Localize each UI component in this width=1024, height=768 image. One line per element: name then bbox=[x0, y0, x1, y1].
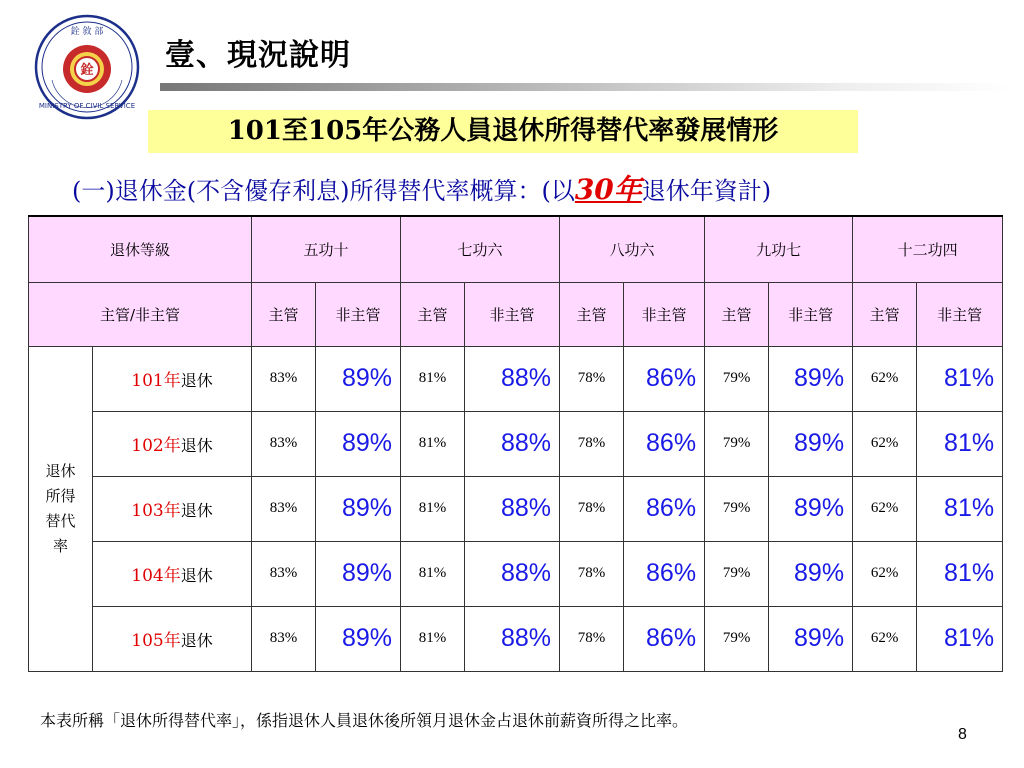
footnote: 本表所稱「退休所得替代率」，係指退休人員退休後所領月退休金占退休前薪資所得之比率。 bbox=[40, 711, 689, 730]
non-manager-rate-cell: 89% bbox=[769, 541, 853, 606]
non-manager-rate-cell: 88% bbox=[465, 541, 560, 606]
retirement-year: 102年 bbox=[131, 436, 181, 456]
title-divider bbox=[160, 83, 1015, 91]
non-manager-rate-cell: 88% bbox=[465, 606, 560, 671]
position-header: 非主管 bbox=[624, 282, 705, 346]
table-caption bbox=[72, 168, 771, 208]
position-header: 非主管 bbox=[917, 282, 1003, 346]
manager-rate-cell: 83% bbox=[252, 476, 316, 541]
manager-rate-cell: 83% bbox=[252, 606, 316, 671]
manager-rate-cell: 79% bbox=[705, 411, 769, 476]
table-row bbox=[29, 411, 1003, 476]
table-row bbox=[29, 606, 1003, 671]
row-group-label-line: 退休 bbox=[45, 461, 76, 480]
position-header: 主管 bbox=[252, 282, 316, 346]
caption-years: 30年 bbox=[574, 173, 642, 206]
manager-rate-cell: 81% bbox=[401, 476, 465, 541]
manager-rate-cell: 79% bbox=[705, 541, 769, 606]
non-manager-rate-cell: 88% bbox=[465, 411, 560, 476]
non-manager-rate-cell: 86% bbox=[624, 541, 705, 606]
manager-rate-cell: 78% bbox=[560, 476, 624, 541]
ministry-seal-logo bbox=[34, 14, 140, 120]
non-manager-rate-cell: 89% bbox=[316, 541, 401, 606]
non-manager-rate-cell: 86% bbox=[624, 411, 705, 476]
non-manager-rate-cell: 89% bbox=[769, 411, 853, 476]
non-manager-rate-cell: 81% bbox=[917, 476, 1003, 541]
manager-rate-cell: 81% bbox=[401, 411, 465, 476]
manager-rate-cell: 78% bbox=[560, 411, 624, 476]
manager-rate-cell: 78% bbox=[560, 346, 624, 411]
manager-rate-cell: 62% bbox=[853, 476, 917, 541]
manager-rate-cell: 81% bbox=[401, 606, 465, 671]
position-header: 非主管 bbox=[769, 282, 853, 346]
sub-label: 主管/非主管 bbox=[29, 282, 252, 346]
non-manager-rate-cell: 89% bbox=[769, 606, 853, 671]
grade-header: 八功六 bbox=[560, 216, 705, 282]
position-header: 主管 bbox=[560, 282, 624, 346]
row-group-label-line: 所得 bbox=[45, 486, 76, 505]
non-manager-rate-cell: 89% bbox=[316, 476, 401, 541]
position-header: 非主管 bbox=[316, 282, 401, 346]
svg-text:銓: 銓 bbox=[80, 63, 94, 78]
row-group-label bbox=[29, 346, 93, 671]
grade-header: 十二功四 bbox=[853, 216, 1003, 282]
retirement-suffix: 退休 bbox=[180, 371, 213, 390]
manager-rate-cell: 62% bbox=[853, 541, 917, 606]
manager-rate-cell: 83% bbox=[252, 346, 316, 411]
non-manager-rate-cell: 81% bbox=[917, 541, 1003, 606]
position-header: 主管 bbox=[853, 282, 917, 346]
row-group-label-line: 替代 bbox=[45, 511, 76, 530]
subtitle: 101至105年公務人員退休所得替代率發展情形 bbox=[148, 110, 858, 153]
non-manager-rate-cell: 86% bbox=[624, 606, 705, 671]
manager-rate-cell: 62% bbox=[853, 606, 917, 671]
slide-title: 壹、現況說明 bbox=[165, 38, 351, 73]
row-year-label bbox=[93, 541, 252, 606]
caption-text: (一)退休金(不含優存利息)所得替代率概算：(以 bbox=[72, 177, 575, 205]
non-manager-rate-cell: 81% bbox=[917, 346, 1003, 411]
non-manager-rate-cell: 89% bbox=[769, 476, 853, 541]
manager-rate-cell: 83% bbox=[252, 411, 316, 476]
non-manager-rate-cell: 89% bbox=[316, 411, 401, 476]
grade-header: 五功十 bbox=[252, 216, 401, 282]
manager-rate-cell: 78% bbox=[560, 541, 624, 606]
row-group-label-line: 率 bbox=[52, 536, 68, 555]
svg-text:MINISTRY OF CIVIL SERVICE: MINISTRY OF CIVIL SERVICE bbox=[38, 102, 136, 110]
manager-rate-cell: 83% bbox=[252, 541, 316, 606]
non-manager-rate-cell: 88% bbox=[465, 346, 560, 411]
row-year-label bbox=[93, 606, 252, 671]
retirement-year: 101年 bbox=[131, 371, 181, 391]
header-row-positions bbox=[29, 282, 1003, 346]
page-number: 8 bbox=[958, 726, 967, 743]
position-header: 主管 bbox=[705, 282, 769, 346]
non-manager-rate-cell: 86% bbox=[624, 346, 705, 411]
manager-rate-cell: 81% bbox=[401, 541, 465, 606]
retirement-year: 105年 bbox=[131, 631, 181, 651]
retirement-suffix: 退休 bbox=[180, 631, 213, 650]
table-row bbox=[29, 541, 1003, 606]
grade-header: 七功六 bbox=[401, 216, 560, 282]
row-year-label bbox=[93, 411, 252, 476]
table-row bbox=[29, 346, 1003, 411]
svg-text:銓 敘 部: 銓 敘 部 bbox=[70, 27, 104, 37]
non-manager-rate-cell: 86% bbox=[624, 476, 705, 541]
table-row bbox=[29, 476, 1003, 541]
position-header: 非主管 bbox=[465, 282, 560, 346]
position-header: 主管 bbox=[401, 282, 465, 346]
manager-rate-cell: 62% bbox=[853, 411, 917, 476]
row-year-label bbox=[93, 346, 252, 411]
retirement-year: 104年 bbox=[131, 566, 181, 586]
manager-rate-cell: 81% bbox=[401, 346, 465, 411]
manager-rate-cell: 62% bbox=[853, 346, 917, 411]
replacement-rate-table bbox=[28, 215, 1003, 672]
manager-rate-cell: 79% bbox=[705, 476, 769, 541]
header-label: 退休等級 bbox=[29, 216, 252, 282]
non-manager-rate-cell: 89% bbox=[316, 606, 401, 671]
non-manager-rate-cell: 81% bbox=[917, 606, 1003, 671]
non-manager-rate-cell: 89% bbox=[769, 346, 853, 411]
header-row-grades bbox=[29, 216, 1003, 282]
retirement-year: 103年 bbox=[131, 501, 181, 521]
caption-suffix: 退休年資計) bbox=[641, 177, 772, 205]
manager-rate-cell: 78% bbox=[560, 606, 624, 671]
row-year-label bbox=[93, 476, 252, 541]
grade-header: 九功七 bbox=[705, 216, 853, 282]
non-manager-rate-cell: 89% bbox=[316, 346, 401, 411]
non-manager-rate-cell: 81% bbox=[917, 411, 1003, 476]
retirement-suffix: 退休 bbox=[180, 436, 213, 455]
non-manager-rate-cell: 88% bbox=[465, 476, 560, 541]
manager-rate-cell: 79% bbox=[705, 606, 769, 671]
manager-rate-cell: 79% bbox=[705, 346, 769, 411]
retirement-suffix: 退休 bbox=[180, 501, 213, 520]
retirement-suffix: 退休 bbox=[180, 566, 213, 585]
